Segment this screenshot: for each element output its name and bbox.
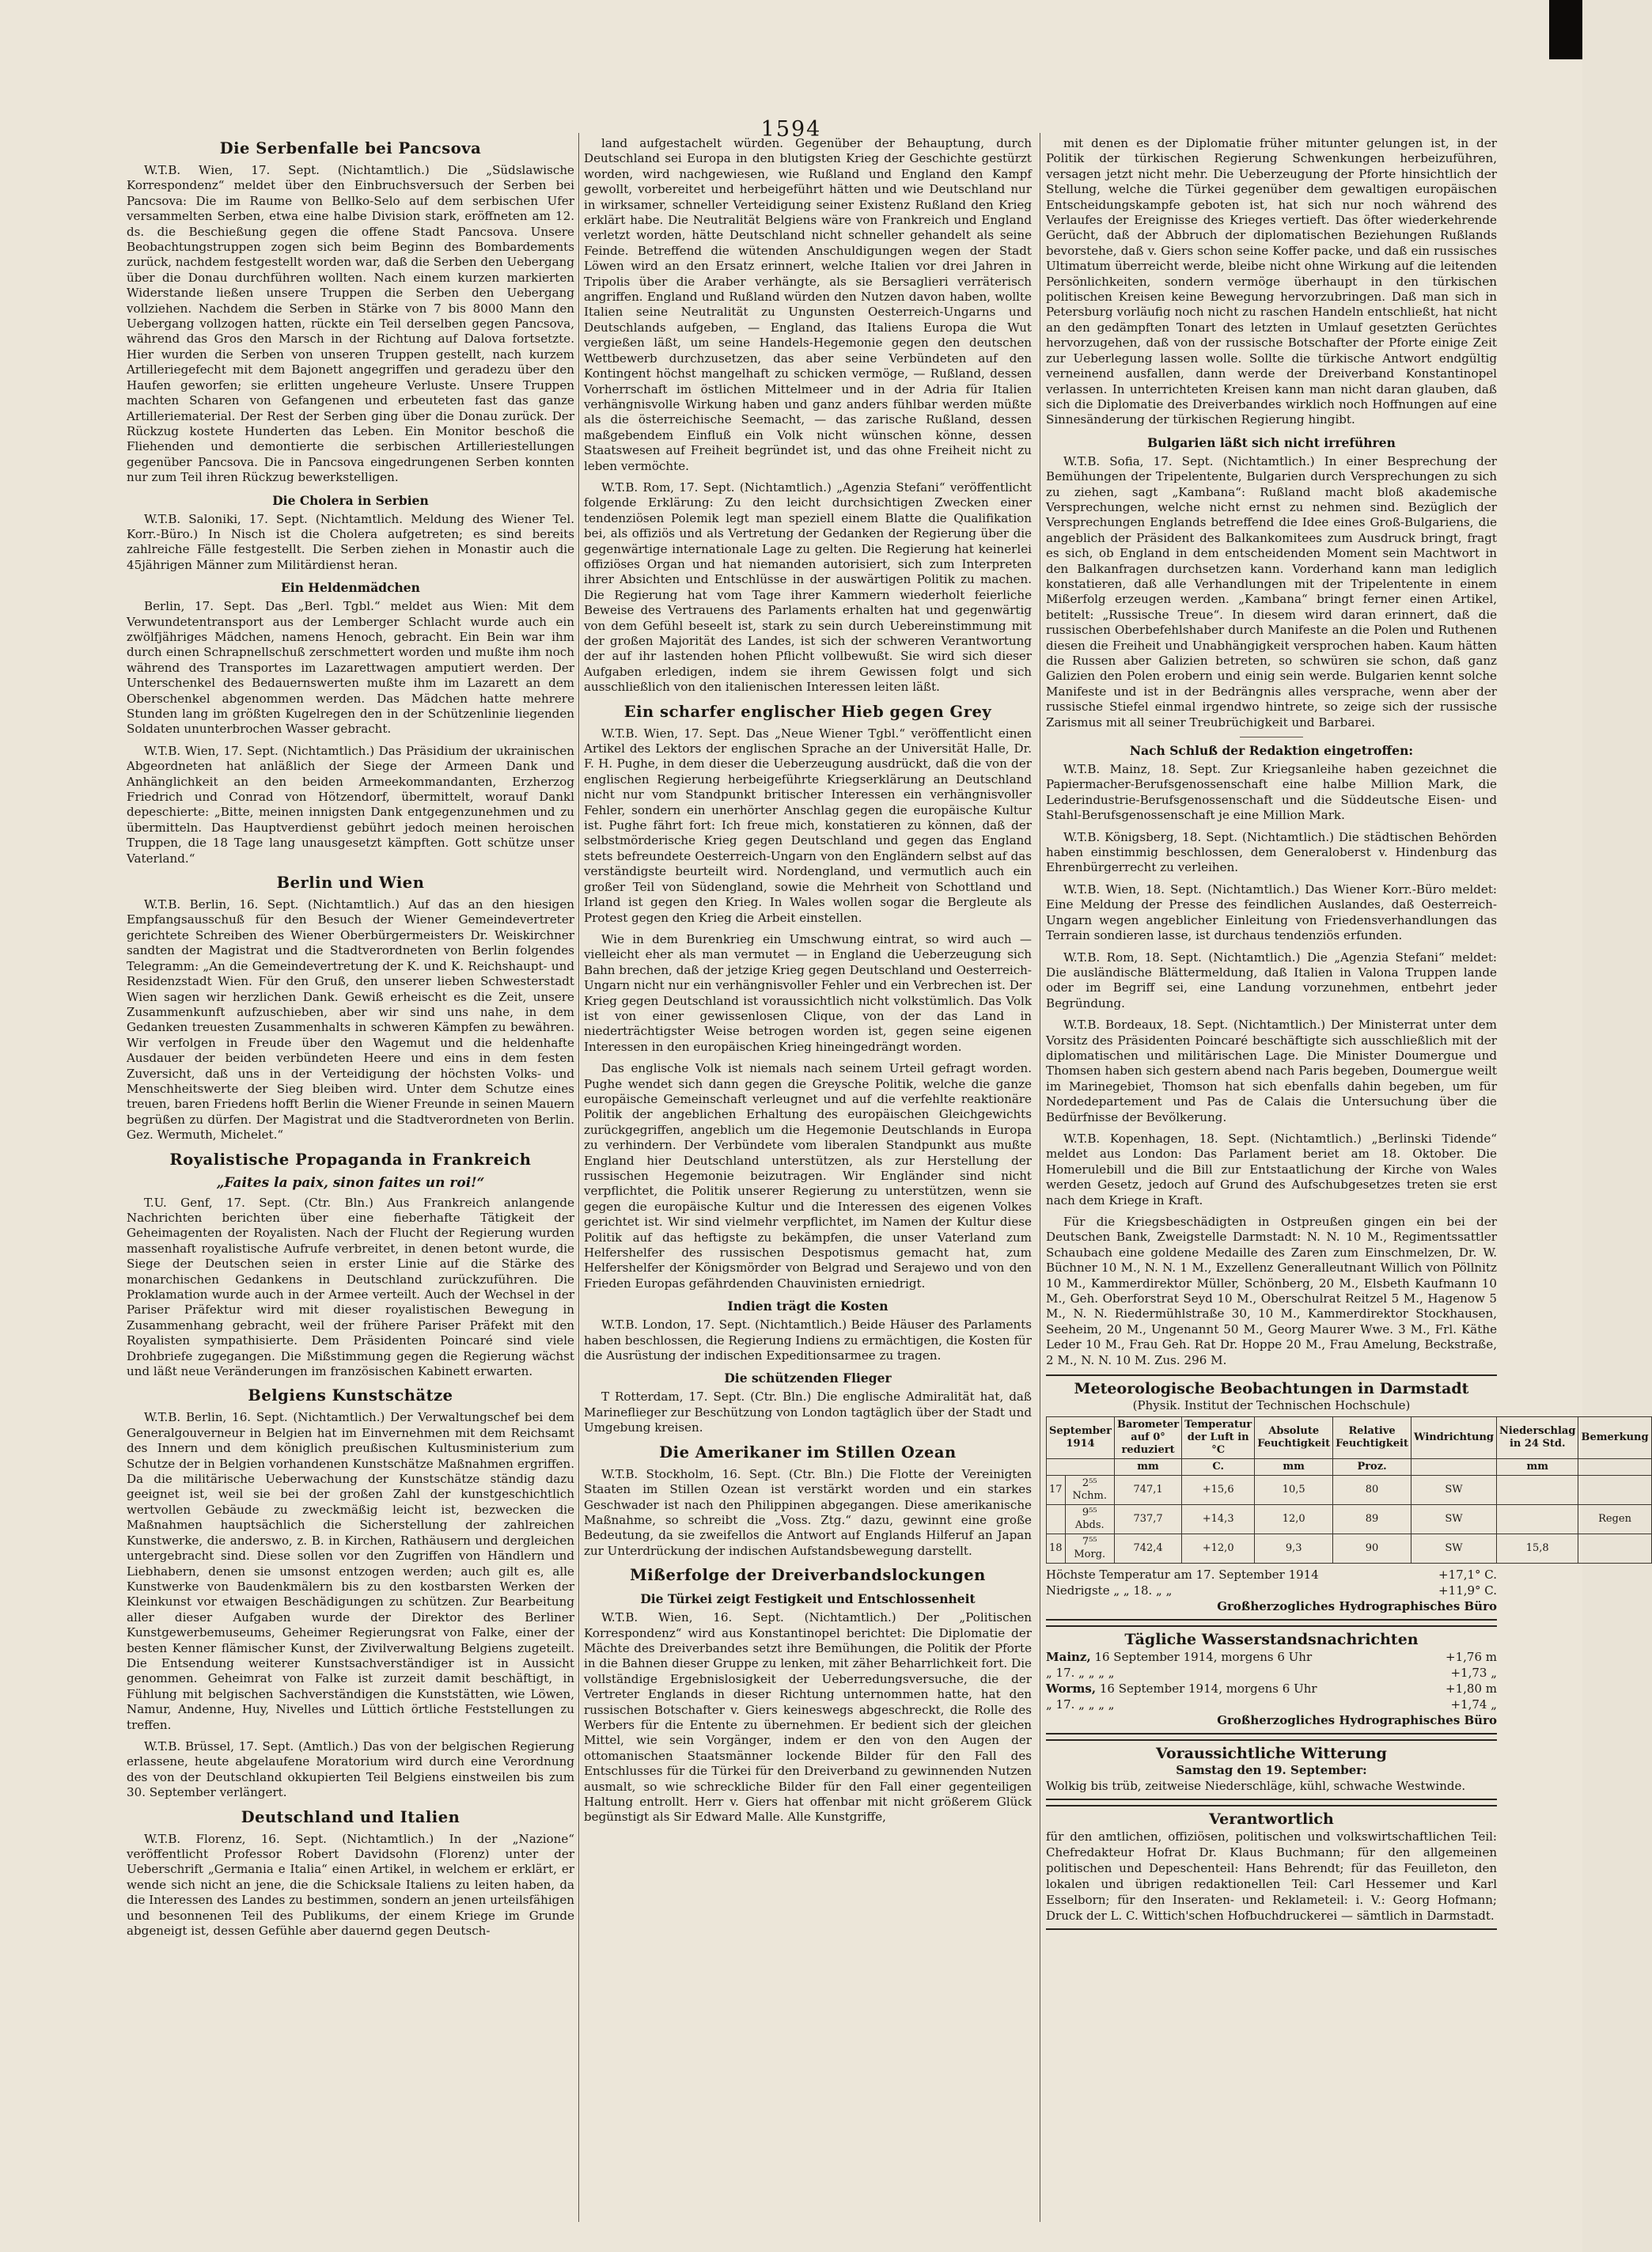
water-value: +1,76 m bbox=[1446, 1650, 1497, 1665]
article-subheadline: Die Cholera in Serbien bbox=[272, 492, 429, 508]
weather-min-label: Niedrigste „ „ 18. „ „ bbox=[1046, 1583, 1173, 1598]
article-headline: Belgiens Kunstschätze bbox=[248, 1386, 453, 1405]
water-value: +1,80 m bbox=[1446, 1681, 1497, 1697]
forecast-day: Samstag den 19. September: bbox=[1176, 1763, 1367, 1778]
weather-max-label: Höchste Temperatur am 17. September 1914 bbox=[1046, 1568, 1319, 1583]
weather-cell: +12,0 bbox=[1182, 1534, 1255, 1564]
weather-cell: 9,3 bbox=[1255, 1534, 1333, 1564]
weather-header: September 1914 bbox=[1047, 1417, 1115, 1459]
scan-crop-mark bbox=[1549, 0, 1582, 59]
weather-cell: 80 bbox=[1333, 1476, 1411, 1505]
water-text: „ 17. „ „ „ „ bbox=[1046, 1666, 1115, 1681]
weather-header: Absolute Feuchtigkeit bbox=[1255, 1417, 1333, 1459]
water-row bbox=[1046, 1681, 1497, 1697]
weather-cell bbox=[1578, 1476, 1651, 1505]
weather-cell: SW bbox=[1411, 1534, 1496, 1564]
weather-max-value: +17,1° C. bbox=[1438, 1568, 1497, 1583]
article-headline: Ein scharfer englischer Hieb gegen Grey bbox=[623, 702, 992, 721]
article-paragraph: W.T.B. Wien, 18. Sept. (Nichtamtlich.) Das Wiener Korr.-Büro meldet: Eine Meldung der Presse des feindlichen Auslandes, daß Oesterreich-Ungarn wegen angeblicher Einleitung von Friedensverhandlungen das Terrain sondieren lasse, ist durchaus tendenziös erfunden. bbox=[1046, 881, 1497, 943]
responsible-title: Verantwortlich bbox=[1209, 1810, 1334, 1829]
article-paragraph: land aufgestachelt würden. Gegenüber der Behauptung, durch Deutschland sei Europa in den blutigsten Krieg der Geschichte gestürzt worden, wird nachgewiesen, wie Rußland und England den Kampf gewollt, vorbereitet und herbeigeführt hätten und wie Deutschland nur in wirksamer, schneller Verteidigung seiner Existenz Rußland den Krieg erklärt habe. Die Neutralität Belgiens wäre von Frankreich und England verletzt worden, hätte Deutschland nicht schneller gehandelt als seine Feinde. Betreffend die wütenden Anschuldigungen wegen der Stadt Löwen wird an den Ersatz erinnert, welche Italien vor drei Jahren in Tripolis über die Araber verhängte, als sie Bersaglieri verräterisch angriffen. England und Rußland würden den Nutzen davon haben, wollte Italien seine Neutralität zu Ungunsten Oesterreich-Ungarns und Deutschlands aufgeben, — England, das Italiens Europa die Wut vergießen läßt, um seine Handels-Hegemonie gegen den deutschen Wettbewerb durchzusetzen, das aber seine Verbündeten auf den Kontingent höchst mangelhaft zu schicken vermöge, — Rußland, dessen Vorherrschaft im östlichen Mittelmeer und in der Adria für Italien verhängnisvolle Wirkung haben und ganz anders fühlbar werden müßte als die österreichische Seemacht, — das zarische Rußland, dessen maßgebendem Einfluß ein Volk nicht wünschen könne, dessen Staatswesen auf Freiheit begründet ist, und das ohne Freiheit nicht zu leben vermöchte. bbox=[584, 136, 1032, 473]
weather-subtitle: (Physik. Institut der Technischen Hochschule) bbox=[1132, 1398, 1411, 1413]
article-paragraph: W.T.B. Königsberg, 18. Sept. (Nichtamtlich.) Die städtischen Behörden haben einstimmig beschlossen, dem Generaloberst v. Hindenburg das Ehrenbürgerrecht zu verleihen. bbox=[1046, 829, 1497, 875]
article-paragraph: T Rotterdam, 17. Sept. (Ctr. Bln.) Die englische Admiralität hat, daß Marineflieger zur Beschützung von London tagtäglich über der Stadt und Umgebung kreisen. bbox=[584, 1389, 1032, 1435]
article-subheadline: Indien trägt die Kosten bbox=[727, 1299, 889, 1314]
responsible-box bbox=[1046, 1805, 1497, 1930]
water-row bbox=[1046, 1649, 1497, 1665]
weather-cell: 89 bbox=[1333, 1505, 1411, 1534]
article-paragraph: W.T.B. Wien, 17. Sept. (Nichtamtlich.) Das Präsidium der ukrainischen Abgeordneten hat anläßlich der Siege der Armeen Dank und Anhänglichkeit an den beiden Armeekommandanten, Erzherzog Friedrich und Conrad von Hötzendorf, übermittelt, worauf Dankl depeschierte: „Bitte, meinen innigsten Dank entgegenzunehmen und zu übermitteln. Das Hauptverdienst gebührt jedoch meinen heroischen Truppen, die 18 Tage lang unausgesetzt kämpften. Gott schütze unser Vaterland.“ bbox=[127, 743, 574, 866]
water-value: +1,73 „ bbox=[1450, 1666, 1497, 1681]
article-paragraph: Wie in dem Burenkrieg ein Umschwung eintrat, so wird auch — vielleicht eher als man vermutet — in England die Ueberzeugung sich Bahn brechen, daß der jetzige Krieg gegen Deutschland und Oesterreich-Ungarn nicht nur ein verhängnisvoller Fehler und ein Verbrechen ist. Der Krieg gegen Deutschland ist voraussichtlich nicht volkstümlich. Das Volk ist von einer gewissenlosen Clique, von der das Land in niederträchtigster Weise betrogen worden ist, gegen seine eigenen Interessen in den europäischen Krieg hineingedrängt worden. bbox=[584, 931, 1032, 1054]
article-subheadline: Bulgarien läßt sich nicht irreführen bbox=[1147, 434, 1396, 450]
forecast-text: Wolkig bis trüb, zeitweise Niederschläge, kühl, schwache Westwinde. bbox=[1046, 1779, 1466, 1794]
weather-cell: +14,3 bbox=[1182, 1505, 1255, 1534]
weather-header: Temperatur der Luft in °C bbox=[1182, 1417, 1255, 1459]
weather-cell: 742,4 bbox=[1115, 1534, 1182, 1564]
article-headline: Berlin und Wien bbox=[276, 874, 425, 893]
weather-cell: SW bbox=[1411, 1505, 1496, 1534]
article-paragraph: W.T.B. Wien, 17. Sept. Das „Neue Wiener Tgbl.“ veröffentlicht einen Artikel des Lektors der englischen Sprache an der Universität Halle, Dr. F. H. Pughe, in dem dieser die Ueberzeugung ausdrückt, daß die von der englischen Regierung herbeigeführte Kriegserklärung an Deutschland nicht nur vom Standpunkt britischer Interessen ein verhängnisvoller Fehler, sondern ein unerhörter Anschlag gegen die europäische Kultur ist. Pughe fährt fort: Ich freue mich, konstatieren zu können, daß der selbstmörderische Krieg gegen Deutschland und gegen das England stets befreundete Oesterreich-Ungarn von den Engländern selbst auf das verständigste beurteilt wird. Nordengland, und vermutlich auch ein großer Teil von Südengland, sowie die Mehrheit von Schottland und Irland ist gegen den Krieg. In Wales wollen sogar die Bergleute als Protest gegen den Krieg die Arbeit einstellen. bbox=[584, 726, 1032, 925]
article-paragraph: W.T.B. Mainz, 18. Sept. Zur Kriegsanleihe haben gezeichnet die Papiermacher-Berufsgenossenschaft eine halbe Million Mark, die Lederindustrie-Berufsgenossenschaft und die Süddeutsche Eisen- und Stahl-Berufsgenossenschaft je eine Million Mark. bbox=[1046, 762, 1497, 823]
article-paragraph: W.T.B. London, 17. Sept. (Nichtamtlich.) Beide Häuser des Parlaments haben beschlossen, die Regierung Indiens zu ermächtigen, die Kosten für die Ausrüstung der indischen Expeditionsarmee zu tragen. bbox=[584, 1317, 1032, 1363]
water-text: 16 September 1914, morgens 6 Uhr bbox=[1099, 1681, 1317, 1697]
weather-row bbox=[1047, 1505, 1652, 1534]
article-paragraph: W.T.B. Saloniki, 17. Sept. (Nichtamtlich. Meldung des Wiener Tel. Korr.-Büro.) In Nisch ist die Cholera aufgetreten; es sind bereits zahlreiche Fälle festgestellt. Die Serben ziehen in Monastir auch die 45jährigen Männer zum Militärdienst heran. bbox=[127, 511, 574, 572]
weather-unit bbox=[1578, 1459, 1651, 1476]
weather-cell: 2⁵⁵ Nchm. bbox=[1065, 1476, 1114, 1505]
weather-office: Großherzogliches Hydrographisches Büro bbox=[1217, 1599, 1497, 1614]
water-title: Tägliche Wasserstandsnachrichten bbox=[1124, 1631, 1419, 1649]
weather-cell: Regen bbox=[1578, 1505, 1651, 1534]
article-paragraph: W.T.B. Brüssel, 17. Sept. (Amtlich.) Das von der belgischen Regierung erlassene, heute abgelaufene Moratorium wird durch eine Verordnung des von der Deutschland okkupierten Teil Belgiens einstweilen bis zum 30. September verlängert. bbox=[127, 1738, 574, 1800]
article-paragraph: T.U. Genf, 17. Sept. (Ctr. Bln.) Aus Frankreich anlangende Nachrichten berichten über eine fieberhafte Tätigkeit der Geheimagenten der Royalisten. Nach der Flucht der Regierung wurden massenhaft royalistische Aufrufe verbreitet, in denen betont wurde, die Siege der Deutschen seien in erster Linie auf die Stärke des monarchischen Gedankens in Deutschland zurückzuführen. Die Proklamation wurde auch in der Armee verteilt. Auch der Wechsel in der Pariser Präfektur wird mit dieser royalistischen Bewegung in Zusammenhang gebracht, weil der frühere Pariser Präfekt mit den Royalisten sympathisierte. Dem Präsidenten Poincaré sind viele Drohbriefe zugegangen. Die Mißstimmung gegen die Regierung wächst und läßt neue Veränderungen im französischen Kabinett erwarten. bbox=[127, 1195, 574, 1379]
weather-cell: 7⁵⁵ Morg. bbox=[1065, 1534, 1114, 1564]
weather-unit bbox=[1411, 1459, 1496, 1476]
article-paragraph: W.T.B. Stockholm, 16. Sept. (Ctr. Bln.) Die Flotte der Vereinigten Staaten im Stillen Ozean ist verstärkt worden und ein starkes Geschwader ist nach den Philippinen abgegangen. Diese amerikanische Maßnahme, so schreibt die „Voss. Ztg.“ dazu, gewinnt eine große Bedeutung, da sie zweifellos die Antwort auf Englands Hilferuf an Japan zur Unterdrückung der indischen Aufstandsbewegung darstellt. bbox=[584, 1466, 1032, 1558]
article-motto: „Faites la paix, sinon faites un roi!“ bbox=[216, 1174, 485, 1191]
weather-cell: 17 bbox=[1047, 1476, 1066, 1505]
weather-unit: C. bbox=[1182, 1459, 1255, 1476]
weather-header: Barometer auf 0° reduziert bbox=[1115, 1417, 1182, 1459]
article-paragraph: W.T.B. Sofia, 17. Sept. (Nichtamtlich.) In einer Besprechung der Bemühungen der Tripelentente, Bulgarien durch Versprechungen zu sich zu ziehen, sagt „Kambana“: Rußland macht bloß akademische Versprechungen, welche nicht ernst zu nehmen sind. Bezüglich der Versprechungen Englands betreffend die Idee eines Groß-Bulgariens, die angeblich der Präsident des Balkankomitees zum Ausdruck bringt, fragt es sich, ob England in dem entscheidenden Moment sein Machtwort in den Balkanfragen durchsetzen kann. Vorderhand kann man lediglich konstatieren, daß alle Verhandlungen mit der Tripelentente in einem Mißerfolg erzeugen werden. „Kambana“ bringt ferner einen Artikel, betitelt: „Russische Treue“. In diesem wird daran erinnert, daß die russischen Oberbefehlshaber durch Manifeste an die Polen und Ruthenen diesen die Freiheit und Unabhängigkeit versprochen haben. Kaum hätten die Russen aber Galizien betreten, so schwüren sie schon, daß ganz Galizien den Polen erobern und einig sein werde. Bulgarien kennt solche Manifeste und ist in der Bedrängnis alles versprache, wenn aber der russische Stiefel einmal irgendwo hintrete, so zeige sich der russische Zarismus mit all seiner Treubrüchigkeit und Barbarei. bbox=[1046, 453, 1497, 730]
weather-cell: SW bbox=[1411, 1476, 1496, 1505]
column-1 bbox=[127, 136, 574, 2220]
weather-min bbox=[1046, 1583, 1497, 1598]
weather-cell: 15,8 bbox=[1497, 1534, 1578, 1564]
water-row bbox=[1046, 1665, 1497, 1681]
weather-cell: 10,5 bbox=[1255, 1476, 1333, 1505]
weather-cell bbox=[1047, 1505, 1066, 1534]
responsible-text: für den amtlichen, offiziösen, politischen und volkswirtschaftlichen Teil: Chefredakteur Hofrat Dr. Klaus Buchmann; für den allgemeinen politischen und Depeschenteil: Hans Behrendt; für das Feuilleton, den lokalen und übrigen redaktionellen Teil: Carl Hessemer und Karl Esselborn; für den Inseraten- und Reklameteil: i. V.: Georg Hofmann; Druck der L. C. Wittich'schen Hofbuchdruckerei — sämtlich in Darmstadt. bbox=[1046, 1829, 1497, 1924]
weather-cell: 9⁵⁵ Abds. bbox=[1065, 1505, 1114, 1534]
article-paragraph: W.T.B. Bordeaux, 18. Sept. (Nichtamtlich.) Der Ministerrat unter dem Vorsitz des Präsidenten Poincaré beschäftigte sich ausschließlich mit der diplomatischen und militärischen Lage. Die Minister Doumergue und Thomsen haben sich gestern abend nach Paris begeben, Doumergue weilt im Marinegebiet, Thomson hat sich ebenfalls dahin begeben, um für Nordedepartement und Pas de Calais die Untersuchung über die Bedürfnisse der Bevölkerung. bbox=[1046, 1018, 1497, 1124]
article-paragraph: mit denen es der Diplomatie früher mitunter gelungen ist, in der Politik der türkischen Regierung Schwenkungen herbeizuführen, versagen jetzt nicht mehr. Die Ueberzeugung der Pforte hinsichtlich der Stellung, welche die Türkei gegenüber dem gewaltigen europäischen Entscheidungskampfe geboten ist, hat sich nur noch während des Verlaufes der Ereignisse des Krieges vertieft. Das öfter wiederkehrende Gerücht, daß der Abbruch der diplomatischen Beziehungen Rußlands bevorstehe, daß v. Giers schon seine Koffer packe, und daß ein russisches Ultimatum überreicht werde, bleibe nicht ohne Wirkung auf die leitenden Persönlichkeiten, sondern vermöge überhaupt in den türkischen politischen Kreisen keine Bewegung hervorzubringen. Daß man sich in Petersburg vorläufig noch nicht zu raschen Handeln entschließt, hat nicht an den gedämpften Tonart des letzten in Umlauf gesetzten Gerüchtes hervorzugehen, daß von der russische Botschafter der Pforte einige Zeit zur Ueberlegung lassen wolle. Sollte die türkische Antwort endgültig verneinend ausfallen, dann werde der Dreiverband Konstantinopel verlassen. In unterrichteten Kreisen kann man nicht daran glauben, daß sich die Diplomatie des Dreiverbandes wirklich noch Hoffnungen auf eine Sinnesänderung der türkischen Regierung hingibt. bbox=[1046, 136, 1497, 427]
article-subheadline: Die Türkei zeigt Festigkeit und Entschlossenheit bbox=[640, 1591, 976, 1607]
weather-row bbox=[1047, 1476, 1652, 1505]
weather-table bbox=[1046, 1416, 1652, 1564]
water-place: Worms, bbox=[1046, 1681, 1097, 1697]
column-3 bbox=[1046, 136, 1649, 2220]
weather-unit: mm bbox=[1115, 1459, 1182, 1476]
weather-cell: 737,7 bbox=[1115, 1505, 1182, 1534]
weather-cell: +15,6 bbox=[1182, 1476, 1255, 1505]
article-paragraph: W.T.B. Wien, 16. Sept. (Nichtamtlich.) Der „Politischen Korrespondenz“ wird aus Konstantinopel berichtet: Die Diplomatie der Mächte des Dreiverbandes setzt ihre Bemühungen, die Politik der Pforte in die Bahnen dieser Gruppe zu lenken, mit zäher Beharrlichkeit fort. Die vollständige Ergebnislosigkeit der Ueberredungsversuche, die der Vertreter Englands in dieser Richtung unternommen hatte, hat den russischen Botschafter v. Giers keineswegs abgeschreckt, die Rolle des Werbers für die Entente zu übernehmen. Er bedient sich der gleichen Mittel, wie sein Vorgänger, indem er den von den Augen der ottomanischen Staatsmänner lockende Bilder für den Fall des Entschlusses für die Türkei für den Dreiverband zu gewinnenden Nutzen ausmalt, so wie schreckliche Bilder für den Fall einer gegenteiligen Haltung entrollt. Herr v. Giers hat offenbar mit nicht größerem Glück begünstigt als Sir Edward Malle. Alle Kunstgriffe, bbox=[584, 1610, 1032, 1825]
article-paragraph: W.T.B. Kopenhagen, 18. Sept. (Nichtamtlich.) „Berlinski Tidende“ meldet aus London: Das Parlament beriet am 18. Oktober. Die Homerulebill und die Bill zur Entstaatlichung der Kirche von Wales werden Gesetz, jedoch auf Grund des Aufschubgesetzes treten sie erst nach dem Kriege in Kraft. bbox=[1046, 1131, 1497, 1208]
weather-cell: 747,1 bbox=[1115, 1476, 1182, 1505]
weather-cell: 90 bbox=[1333, 1534, 1411, 1564]
page-number: 1594 bbox=[760, 117, 822, 142]
article-subheadline: Ein Heldenmädchen bbox=[281, 580, 420, 596]
weather-max bbox=[1046, 1567, 1497, 1583]
weather-unit: Proz. bbox=[1333, 1459, 1411, 1476]
water-text: 16 September 1914, morgens 6 Uhr bbox=[1094, 1650, 1313, 1665]
article-paragraph: W.T.B. Rom, 18. Sept. (Nichtamtlich.) Die „Agenzia Stefani“ meldet: Die ausländische Blättermeldung, daß Italien in Valona Truppen lande oder im Begriff sei, eine Landung vorzunehmen, entbehrt jeder Begründung. bbox=[1046, 950, 1497, 1010]
column-rule bbox=[578, 133, 579, 2222]
article-headline: Mißerfolge der Dreiverbandslockungen bbox=[630, 1566, 986, 1585]
water-row bbox=[1046, 1697, 1497, 1712]
weather-header: Niederschlag in 24 Std. bbox=[1497, 1417, 1578, 1459]
article-paragraph: W.T.B. Berlin, 16. Sept. (Nichtamtlich.) Auf das an den hiesigen Empfangsausschuß für den Besuch der Wiener Gemeindevertreter gerichtete Schreiben des Wiener Oberbürgermeisters Dr. Weiskirchner sandten der Magistrat und die Stadtverordneten von Berlin folgendes Telegramm: „An die Gemeindevertretung der K. und K. Reichshaupt- und Residenzstadt Wien. Für den Gruß, den unserer lieben Schwesterstadt Wien sagen wir herzlichen Dank. Gewiß erheischt es die Zeit, unsere Zusammenkunft aufzuschieben, aber wir sind uns nahe, in dem Gedanken treuesten Zusammenhalts in schweren Kämpfen zu bewähren. Wir verfolgen in Freude über den Wagemut und die heldenhafte Ausdauer der beiden verbündeten Heere und eins in dem festen Zuversicht, daß uns in der Verteidigung der höchsten Volks- und Menschheitswerte der Sieg bleiben wird. Unter dem Schutze eines treuen, baren Friedens hofft Berlin die Wiener Freunde in seinen Mauern begrüßen zu dürfen. Der Magistrat und die Stadtverordneten von Berlin. Gez. Wermuth, Michelet.“ bbox=[127, 897, 574, 1143]
article-paragraph: Berlin, 17. Sept. Das „Berl. Tgbl.“ meldet aus Wien: Mit dem Verwundetentransport aus der Lemberger Schlacht wurde auch ein zwölfjähriges Mädchen, namens Henoch, gebracht. Ein Bein war ihm durch einen Schrapnellschuß zerschmettert worden und mußte ihm noch während des Transportes im Lazarettwagen amputiert werden. Der Unterschenkel des Bedauernswerten mußte ihm im Lazarett an dem Oberschenkel abgenommen werden. Das Mädchen hatte mehrere Stunden lang im größten Kugelregen den in der Schützenlinie liegenden Soldaten ununterbrochen Wasser gebracht. bbox=[127, 599, 574, 737]
water-office: Großherzogliches Hydrographisches Büro bbox=[1217, 1713, 1497, 1728]
weather-header: Bemerkung bbox=[1578, 1417, 1651, 1459]
article-headline: Deutschland und Italien bbox=[241, 1807, 460, 1826]
article-paragraph: W.T.B. Wien, 17. Sept. (Nichtamtlich.) Die „Südslawische Korrespondenz“ meldet über den Einbruchsversuch der Serben bei Pancsova: Die im Raume von Bellko-Selo auf dem serbischen Ufer versammelten Serben, etwa eine halbe Division stark, eröffneten am 12. ds. die Beschießung gegen die offene Stadt Pancsova. Unsere Beobachtungstruppen zogen sich beim Beginn des Bombardements zurück, nachdem festgestellt worden war, daß die Serben den Uebergang über die Donau durchführen wollten. Nach einem kurzen markierten Widerstande ließen unsere Truppen die Serben den Uebergang vollziehen. Nachdem die Serben in Stärke von 7 bis 8000 Mann den Uebergang vollzogen hatten, rückte ein Teil derselben gegen Pancsova, während das Gros den Marsch in der Richtung auf Dalova fortsetzte. Hier wurden die Serben von unseren Truppen gestellt, nach kurzem Artilleriegefecht mit dem Bajonett angegriffen und geradezu über den Haufen geworfen; sie erlitten ungeheure Verluste. Unsere Truppen machten Scharen von Gefangenen und erbeuteten fast das ganze Artilleriematerial. Der Rest der Serben ging über die Donau zurück. Der Rückzug kostete Hunderten das Leben. Ein Monitor beschoß die Fliehenden und demontierte die serbischen Artilleriestellungen gegenüber Pancsova. Die in Pancsova eingedrungenen Serben konnten nur zum Teil ihren Rückzug bewerkstelligen. bbox=[127, 163, 574, 485]
weather-header: Relative Feuchtigkeit bbox=[1333, 1417, 1411, 1459]
forecast-title: Voraussichtliche Witterung bbox=[1156, 1745, 1387, 1763]
weather-header: Windrichtung bbox=[1411, 1417, 1496, 1459]
article-subheadline: Die schützenden Flieger bbox=[724, 1371, 892, 1386]
weather-title: Meteorologische Beobachtungen in Darmstadt bbox=[1074, 1380, 1469, 1398]
article-paragraph: Das englische Volk ist niemals nach seinem Urteil gefragt worden. Pughe wendet sich dann gegen die Greysche Politik, welche die ganze europäische Gemeinschaft verleugnet und auf die verfehlte reaktionäre Politik der angeblichen Erhaltung des europäischen Gleichgewichts zurückgegriffen, angeblich um die Hegemonie Deutschlands in Europa zu verhindern. Der Verbündete vom liberalen Standpunkt aus mußte England hier Deutschland unterstützen, als zur Herstellung der russischen Hegemonie beizutragen. Wir Engländer sind nicht verpflichtet, die Politik unserer Regierung zu unterstützen, wenn sie gegen die europäische Kultur und die Interessen des eigenen Volkes gerichtet ist. Wir sind vielmehr verpflichtet, im Namen der Kultur diese Politik auf das heftigste zu bekämpfen, die unser Vaterland zum Helfershelfer des russischen Despotismus gemacht hat, zum Helfershelfer der Königsmörder von Belgrad und Serajewo und von den Frieden Europas gefährdenden Chauvinisten erniedrigt. bbox=[584, 1061, 1032, 1291]
article-paragraph: Für die Kriegsbeschädigten in Ostpreußen gingen ein bei der Deutschen Bank, Zweigstelle Darmstadt: N. N. 10 M., Regimentssattler Schaubach eine goldene Medaille des Zaren zum Einschmelzen, Dr. W. Büchner 10 M., N. N. 1 M., Exzellenz Generalleutnant Willich von Pöllnitz 10 M., Kammerdirektor Müller, Schönberg, 20 M., Elsbeth Kaufmann 10 M., Geh. Oberforstrat Seyd 10 M., Oberschulrat Reitzel 5 M., Hagenow 5 M., N. N. Riedermühlstraße 30, 10 M., Kammerdirektor Stockhausen, Seeheim, 20 M., Ungenannt 50 M., Georg Maurer Wwe. 3 M., Frl. Käthe Leder 10 M., Frau Geh. Rat Dr. Hoppe 20 M., Frau Amelung, Beckstraße, 2 M., N. N. 10 M. Zus. 296 M. bbox=[1046, 1215, 1497, 1367]
weather-min-value: +11,9° C. bbox=[1438, 1583, 1497, 1598]
weather-cell: 12,0 bbox=[1255, 1505, 1333, 1534]
forecast-box bbox=[1046, 1739, 1497, 1800]
article-headline: Royalistische Propaganda in Frankreich bbox=[169, 1150, 532, 1169]
article-headline: Die Serbenfalle bei Pancsova bbox=[219, 139, 482, 157]
article-headline: Die Amerikaner im Stillen Ozean bbox=[659, 1443, 957, 1462]
weather-cell: 18 bbox=[1047, 1534, 1066, 1564]
water-text: „ 17. „ „ „ „ bbox=[1046, 1697, 1115, 1712]
weather-box bbox=[1046, 1374, 1649, 1621]
article-paragraph: W.T.B. Rom, 17. Sept. (Nichtamtlich.) „Agenzia Stefani“ veröffentlicht folgende Erklärung: Zu den leicht durchsichtigen Zwecken einer tendenziösen Polemik legt man speziell einem Blatte die Qualifikation bei, als offiziös und als Vertretung der Gedanken der Regierung über die gegenwärtige internationale Lage zu gelten. Die Regierung hat keinerlei offiziöses Organ und hat niemanden autorisiert, sich zum Interpreten ihrer Absichten und Entschlüsse in der auswärtigen Politik zu machen. Die Regierung hat vom Tage ihrer Kammern wiederholt feierliche Beweise des Vertrauens des Parlaments erhalten hat und gegenwärtig von dem Gefühl beseelt ist, stark zu sein durch Uebereinstimmung mit der großen Majorität des Landes, ist sich der schweren Verantwortung der auf ihr lastenden hohen Pflicht vollbewußt. Sie wird sich dieser Aufgaben erledigen, indem sie ihrem Gewissen folgt und sich ausschließlich von den italienischen Interessen leiten läßt. bbox=[584, 480, 1032, 695]
column-2 bbox=[584, 136, 1032, 2220]
weather-cell bbox=[1497, 1505, 1578, 1534]
water-box bbox=[1046, 1625, 1497, 1734]
weather-row bbox=[1047, 1534, 1652, 1564]
water-value: +1,74 „ bbox=[1450, 1697, 1497, 1712]
weather-unit: mm bbox=[1497, 1459, 1578, 1476]
article-subheadline: Nach Schluß der Redaktion eingetroffen: bbox=[1129, 743, 1414, 759]
weather-unit: mm bbox=[1255, 1459, 1333, 1476]
water-place: Mainz, bbox=[1046, 1650, 1091, 1665]
weather-cell bbox=[1578, 1534, 1651, 1564]
weather-unit bbox=[1047, 1459, 1115, 1476]
article-paragraph: W.T.B. Florenz, 16. Sept. (Nichtamtlich.) In der „Nazione“ veröffentlicht Professor Robert Davidsohn (Florenz) unter der Ueberschrift „Germania e Italia“ einen Artikel, in welchem er erklärt, er wende sich nicht an jene, die die Schicksale Italiens zu leiten haben, da die Interessen des Landes zu bestimmen, sondern an jenen urteilsfähigen und besonnenen Teil des Publikums, der einem Kriege im Grunde abgeneigt ist, dessen Gefühle aber dauernd gegen Deutsch- bbox=[127, 1831, 574, 1939]
weather-cell bbox=[1497, 1476, 1578, 1505]
article-paragraph: W.T.B. Berlin, 16. Sept. (Nichtamtlich.) Der Verwaltungschef bei dem Generalgouverneur in Belgien hat im Einvernehmen mit dem Reichsamt des Innern und dem königlich preußischen Kultusministerium zum Schutze der in Belgien vorhandenen Kunstschätze Maßnahmen ergriffen. Da die militärische Ueberwachung der Kunstschätze ständig dazu geeignet ist, weil sie bei der großen Zahl der kunstgeschichtlich wertvollen Gebäude zu zweckmäßig leicht ist, bezwecken die Maßnahmen hauptsächlich die Sicherstellung der zahlreichen Kunstwerke, die anderswo, z. B. in Kirchen, Rathäusern und dergleichen untergebracht sind. Diese sollen vor den Zugriffen von Händlern und Liebhabern, denen sie umsonst entzogen werden; auch gilt es, alle Kunstwerke von Baudenkmälern bis zu den kostbarsten Werken der Kleinkunst vor etwaigen Beschädigungen zu schützen. Zur Bearbeitung aller dieser Aufgaben wurde der Direktor des Berliner Kunstgewerbemuseums, Geheimer Regierungsrat von Falke, einer der besten Kenner flämischer Kunst, der Zivilverwaltung Belgiens zugeteilt. Die Entsendung weiterer Kunstsachverständiger ist in Aussicht genommen. Geheimrat von Falke ist zurzeit damit beschäftigt, in Fühlung mit belgischen Sachverständigen die Kunststätten, wie Löwen, Namur, Andenne, Huy, Nivelles und Lüttich örtliche Feststellungen zu treffen. bbox=[127, 1410, 574, 1732]
